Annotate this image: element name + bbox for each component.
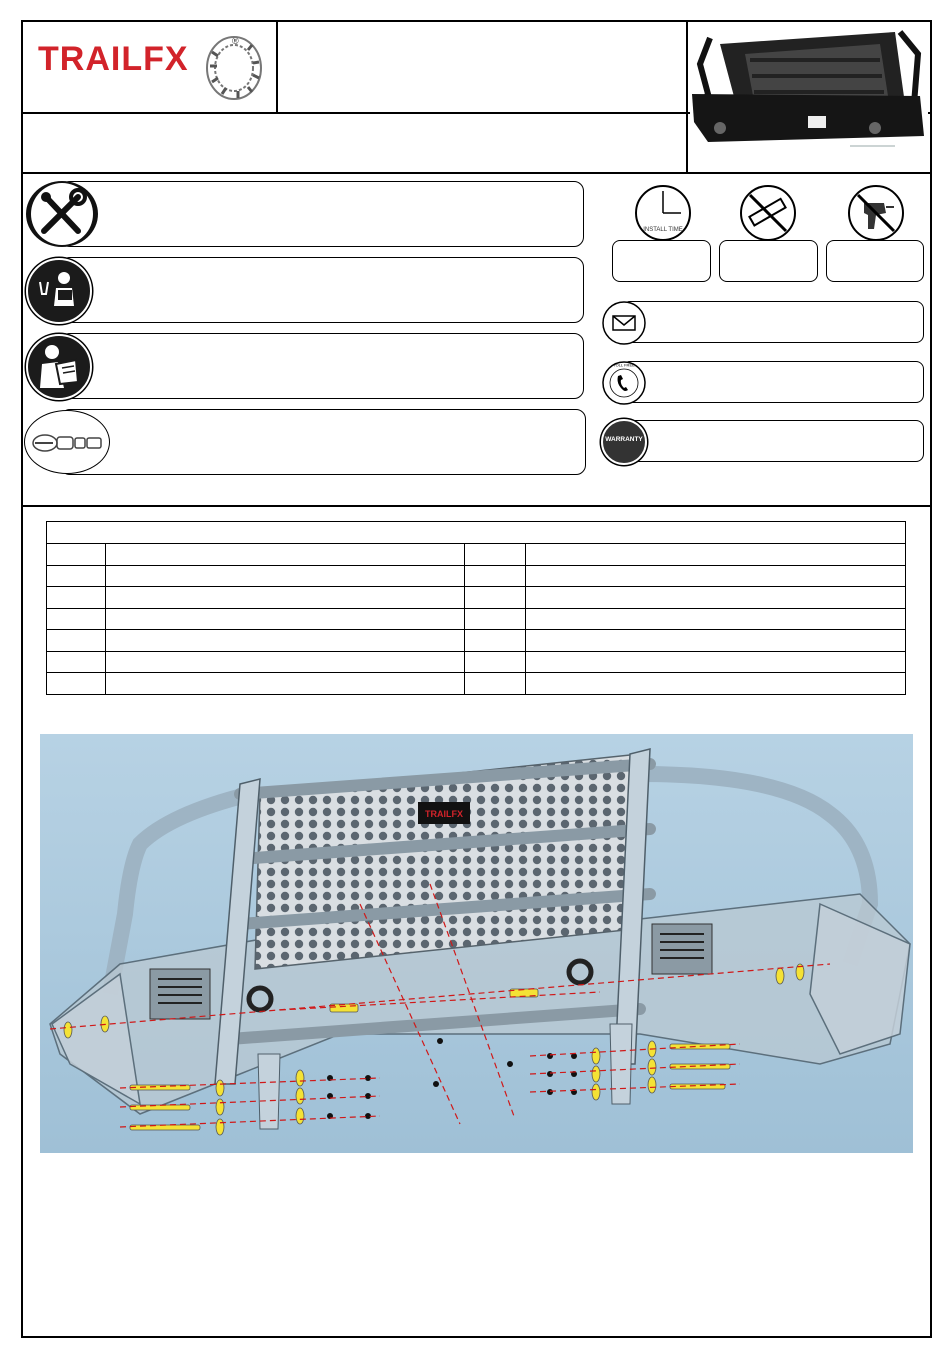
brand-logo	[30, 28, 270, 106]
logo-text: TRAILFX	[38, 40, 189, 78]
table-cell	[47, 673, 106, 695]
no-cutting-icon	[738, 183, 798, 243]
hardware-torque-icon	[24, 410, 110, 474]
table-cell	[526, 565, 906, 587]
table-cell	[526, 673, 906, 695]
tools-icon	[26, 181, 98, 247]
info-row-read	[60, 333, 584, 399]
info-row-hardware	[60, 409, 586, 475]
read-instructions-icon	[26, 334, 92, 400]
table-row	[47, 565, 906, 587]
table-cell	[526, 544, 906, 566]
table-cell	[465, 565, 526, 587]
warranty-icon-label: WARRANTY	[605, 436, 643, 443]
table-row	[47, 673, 906, 695]
table-cell	[106, 673, 465, 695]
no-cutting-box	[719, 240, 818, 282]
info-row-help	[60, 257, 584, 323]
table-cell	[106, 651, 465, 673]
table-cell	[465, 673, 526, 695]
table-cell	[106, 630, 465, 652]
email-row	[622, 301, 924, 343]
table-cell	[465, 651, 526, 673]
warranty-row	[622, 420, 924, 462]
photo-divider	[686, 20, 688, 172]
clock-icon-label: INSTALL TIME	[643, 227, 683, 233]
help-person-icon	[26, 258, 92, 324]
phone-row	[622, 361, 924, 403]
parts-table-header	[47, 522, 906, 544]
product-photo	[690, 24, 928, 148]
no-drilling-icon	[846, 183, 906, 243]
parts-table-title	[47, 522, 906, 544]
table-cell	[465, 630, 526, 652]
email-icon	[601, 300, 647, 346]
table-cell	[47, 651, 106, 673]
table-cell	[526, 630, 906, 652]
table-cell	[526, 608, 906, 630]
table-row	[47, 587, 906, 609]
table-cell	[465, 544, 526, 566]
header-title	[290, 40, 680, 80]
install-time-box	[612, 240, 711, 282]
table-cell	[106, 544, 465, 566]
registered-mark: ®	[232, 36, 239, 46]
info-row-tools	[60, 181, 584, 247]
no-drilling-box	[826, 240, 924, 282]
toll-free-phone-icon	[601, 360, 647, 406]
grille-logo-text: TRAILFX	[425, 809, 463, 819]
table-cell	[106, 587, 465, 609]
table-cell	[47, 565, 106, 587]
table-cell	[526, 651, 906, 673]
table-cell	[106, 565, 465, 587]
table-cell	[47, 608, 106, 630]
toll-free-label: TOLL FREE	[613, 362, 635, 368]
table-row	[47, 544, 906, 566]
warranty-icon	[601, 419, 647, 465]
table-cell	[465, 608, 526, 630]
header-subtitle	[40, 125, 670, 165]
header-bottom-divider	[21, 172, 932, 174]
table-cell	[47, 587, 106, 609]
table-row	[47, 651, 906, 673]
section-divider	[21, 505, 932, 507]
table-cell	[106, 608, 465, 630]
table-row	[47, 630, 906, 652]
logo-divider	[276, 20, 278, 113]
table-cell	[465, 587, 526, 609]
table-row	[47, 608, 906, 630]
table-cell	[47, 544, 106, 566]
parts-table	[46, 521, 906, 695]
table-cell	[47, 630, 106, 652]
clock-icon	[633, 183, 693, 243]
tire-tread-icon	[202, 32, 266, 102]
table-cell	[526, 587, 906, 609]
exploded-assembly-diagram	[40, 734, 913, 1153]
